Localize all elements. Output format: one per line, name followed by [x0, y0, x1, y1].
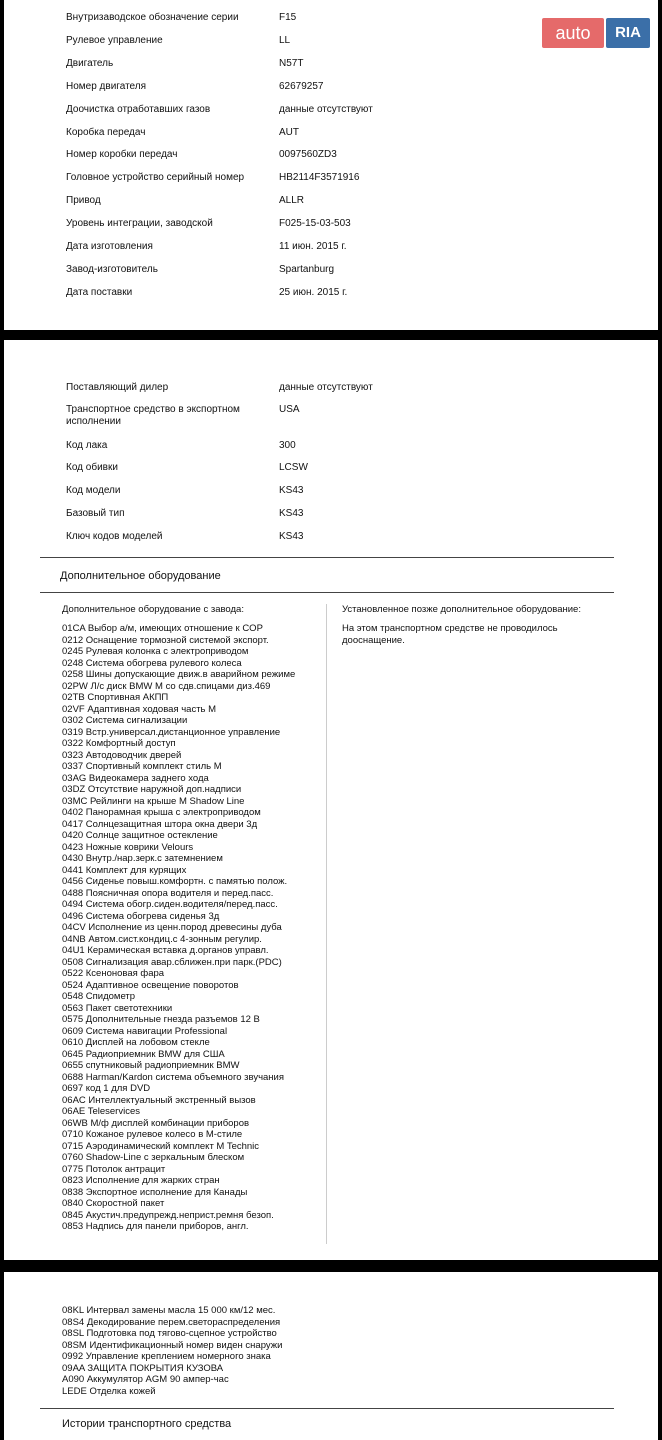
equipment-item: 0609 Система навигации Professional: [62, 1025, 228, 1037]
equipment-item: 0610 Дисплей на лобовом стекле: [62, 1037, 210, 1048]
info-value: 25 июн. 2015 г.: [279, 286, 348, 298]
equipment-item: 0456 Сиденье повыш.комфортн. с памятью полож.: [62, 876, 288, 887]
info-label: Номер коробки передач: [66, 149, 178, 161]
info-value: Spartanburg: [279, 263, 335, 275]
factory-equipment-list: [62, 623, 295, 1233]
equipment-item: 0688 Harman/Kardon система объемного звучания: [62, 1071, 285, 1083]
equipment-item: 08KL Интервал замены масла 15 000 км/12 мес.: [62, 1305, 276, 1316]
info-label: Привод: [66, 195, 101, 207]
equipment-item: 0212 Оснащение тормозной системой экспорт.: [62, 634, 269, 646]
equipment-item: 0853 Надпись для панели приборов, англ.: [62, 1221, 249, 1232]
equipment-item: 0563 Пакет светотехники: [62, 1002, 173, 1014]
document-page-1: [4, 0, 658, 330]
info-value: N57T: [279, 57, 304, 69]
info-label: Транспортное средство в экспортном исполнении: [66, 404, 240, 427]
equipment-item: 0645 Радиоприемник BMW для США: [62, 1048, 225, 1060]
equipment-item: 0248 Система обогрева рулевого колеса: [62, 657, 242, 669]
section-divider: [40, 557, 614, 558]
info-value: LL: [279, 34, 291, 46]
equipment-item: 0845 Акустич.предупрежд.неприст.ремня безоп.: [62, 1209, 274, 1221]
info-label: Внутризаводское обозначение серии: [66, 12, 239, 23]
info-value: USA: [279, 404, 300, 415]
document-page-2: [4, 340, 658, 1260]
info-value: F15: [279, 12, 297, 23]
equipment-item: 0575 Дополнительные гнезда разъемов 12 В: [62, 1014, 260, 1025]
info-label: Поставляющий дилер: [66, 382, 169, 393]
info-label: Код модели: [66, 485, 121, 496]
retrofit-note: На этом транспортном средстве не проводилось дооснащение.: [342, 623, 558, 646]
info-value: 300: [279, 440, 296, 451]
info-label: Уровень интеграции, заводской: [66, 218, 213, 230]
info-label: Ключ кодов моделей: [66, 531, 163, 542]
equipment-item: 0420 Солнце защитное остекление: [62, 830, 218, 841]
info-label: Двигатель: [66, 57, 114, 69]
equipment-item: LEDE Отделка кожей: [62, 1385, 156, 1397]
equipment-item: 0522 Ксеноновая фара: [62, 968, 165, 979]
equipment-item: 0548 Спидометр: [62, 991, 136, 1002]
equipment-item: 0441 Комплект для курящих: [62, 864, 187, 876]
equipment-item: 06WB М/ф дисплей комбинации приборов: [62, 1117, 250, 1129]
equipment-item: 0323 Автодоводчик дверей: [62, 749, 182, 761]
equipment-item: 0992 Управление креплением номерного знака: [62, 1351, 271, 1362]
info-value: ALLR: [279, 195, 305, 207]
equipment-item: 0258 Шины допускающие движ.в аварийном режиме: [62, 669, 296, 680]
info-value: 62679257: [279, 80, 324, 92]
equipment-item: 04CV Исполнение из ценн.пород древесины дуба: [62, 922, 282, 933]
info-label: Дата поставки: [66, 286, 133, 298]
section-divider: [40, 1408, 614, 1409]
equipment-item: 0337 Спортивный комплект стиль M: [62, 761, 222, 772]
info-label: Код лака: [66, 440, 108, 451]
equipment-item: 0430 Внутр./нар.зерк.с затемнением: [62, 853, 223, 864]
section-divider: [40, 592, 614, 593]
info-label: Рулевое управление: [66, 34, 163, 46]
equipment-item: 02PW Л/с диск BMW M со сдв.спицами диз.469: [62, 680, 271, 692]
autoria-logo[interactable]: [542, 16, 654, 52]
equipment-item: 03DZ Отсутствие наружной доп.надписи: [62, 784, 242, 795]
equipment-item: 0423 Ножные коврики Velours: [62, 841, 194, 853]
info-value: KS43: [279, 531, 304, 542]
equipment-item: 03MC Рейлинги на крыше M Shadow Line: [62, 795, 245, 807]
equipment-item: 06AC Интеллектуальный экстренный вызов: [62, 1094, 256, 1106]
history-section-title: Истории транспортного средства: [62, 1418, 232, 1430]
equipment-item: 09AA ЗАЩИТА ПОКРЫТИЯ КУЗОВА: [62, 1362, 224, 1374]
equipment-item: 0496 Система обогрева сиденья 3д: [62, 910, 220, 922]
info-label: Доочистка отработавших газов: [66, 103, 211, 115]
equipment-item: 06AE Teleservices: [62, 1106, 140, 1117]
info-label: Завод-изготовитель: [66, 263, 158, 275]
equipment-item: 0775 Потолок антрацит: [62, 1163, 166, 1175]
info-value: данные отсутствуют: [279, 103, 373, 115]
info-label: Головное устройство серийный номер: [66, 172, 245, 184]
equipment-item: 01CA Выбор а/м, имеющих отношение к COP: [62, 623, 263, 634]
info-value: 11 июн. 2015 г.: [279, 241, 347, 252]
equipment-item: 0715 Аэродинамический комплект M Technic: [62, 1140, 260, 1152]
info-value: F025-15-03-503: [279, 218, 351, 230]
equipment-item: 0302 Система сигнализации: [62, 715, 188, 726]
info-value: AUT: [279, 126, 299, 138]
document-page-3: [4, 1272, 658, 1440]
info-label: Базовый тип: [66, 508, 125, 519]
info-value: 0097560ZD3: [279, 149, 337, 161]
logo-ria-text: RIA: [606, 18, 650, 48]
equipment-item: 08S4 Декодирование перем.светораспределения: [62, 1316, 281, 1328]
equipment-item: 0840 Скоростной пакет: [62, 1198, 165, 1209]
equipment-item: 04U1 Керамическая вставка д.органов управл.: [62, 945, 269, 956]
equipment-item: 0488 Поясничная опора водителя и перед.пасс.: [62, 887, 274, 899]
info-value: KS43: [279, 508, 304, 519]
equipment-item: 0402 Панорамная крыша с электроприводом: [62, 807, 261, 818]
info-label: Дата изготовления: [66, 241, 153, 252]
equipment-item: 02VF Адаптивная ходовая часть M: [62, 703, 217, 715]
factory-equipment-title: Дополнительное оборудование с завода:: [62, 604, 244, 615]
factory-equipment-list-continued: [62, 1305, 282, 1397]
equipment-item: 0508 Сигнализация авар.сближен.при парк.(PDC): [62, 956, 282, 968]
equipment-item: 0494 Система обогр.сиден.водителя/перед.пасс.: [62, 899, 278, 910]
equipment-item: 03AG Видеокамера заднего хода: [62, 772, 209, 784]
equipment-item: 0417 Солнцезащитная штора окна двери 3д: [62, 818, 258, 830]
logo-auto-text: auto: [542, 18, 604, 48]
column-divider: [326, 604, 327, 1244]
info-label: Номер двигателя: [66, 80, 147, 92]
info-value: KS43: [279, 485, 304, 496]
equipment-item: 08SM Идентификационный номер виден снаружи: [62, 1339, 283, 1351]
equipment-section-title: Дополнительное оборудование: [60, 570, 221, 582]
info-value: LCSW: [279, 462, 308, 473]
equipment-item: 0823 Исполнение для жарких стран: [62, 1175, 220, 1186]
info-label: Код обивки: [66, 462, 118, 473]
equipment-item: 0838 Экспортное исполнение для Канады: [62, 1186, 248, 1198]
equipment-item: A090 Аккумулятор AGM 90 ампер-час: [62, 1374, 229, 1385]
info-label: Коробка передач: [66, 126, 146, 138]
equipment-item: 0322 Комфортный доступ: [62, 738, 176, 749]
equipment-item: 04NB Автом.сист.кондиц.с 4-зонным регулир.: [62, 933, 262, 945]
info-value: данные отсутствуют: [279, 382, 373, 393]
info-value: HB2114F3571916: [279, 172, 360, 184]
equipment-item: 0710 Кожаное рулевое колесо в M-стиле: [62, 1129, 243, 1140]
equipment-item: 0655 спутниковый радиоприемник BMW: [62, 1060, 240, 1071]
equipment-item: 02TB Спортивная АКПП: [62, 692, 169, 703]
equipment-item: 0760 Shadow-Line с зеркальным блеском: [62, 1152, 245, 1163]
equipment-item: 0697 код 1 для DVD: [62, 1083, 151, 1094]
retrofit-equipment-title: Установленное позже дополнительное оборудование:: [342, 604, 581, 615]
equipment-item: 0524 Адаптивное освещение поворотов: [62, 979, 239, 991]
equipment-item: 0319 Встр.универсал.дистанционное управление: [62, 726, 281, 738]
equipment-item: 0245 Рулевая колонка с электроприводом: [62, 646, 249, 657]
equipment-item: 08SL Подготовка под тягово-сцепное устройство: [62, 1328, 277, 1339]
